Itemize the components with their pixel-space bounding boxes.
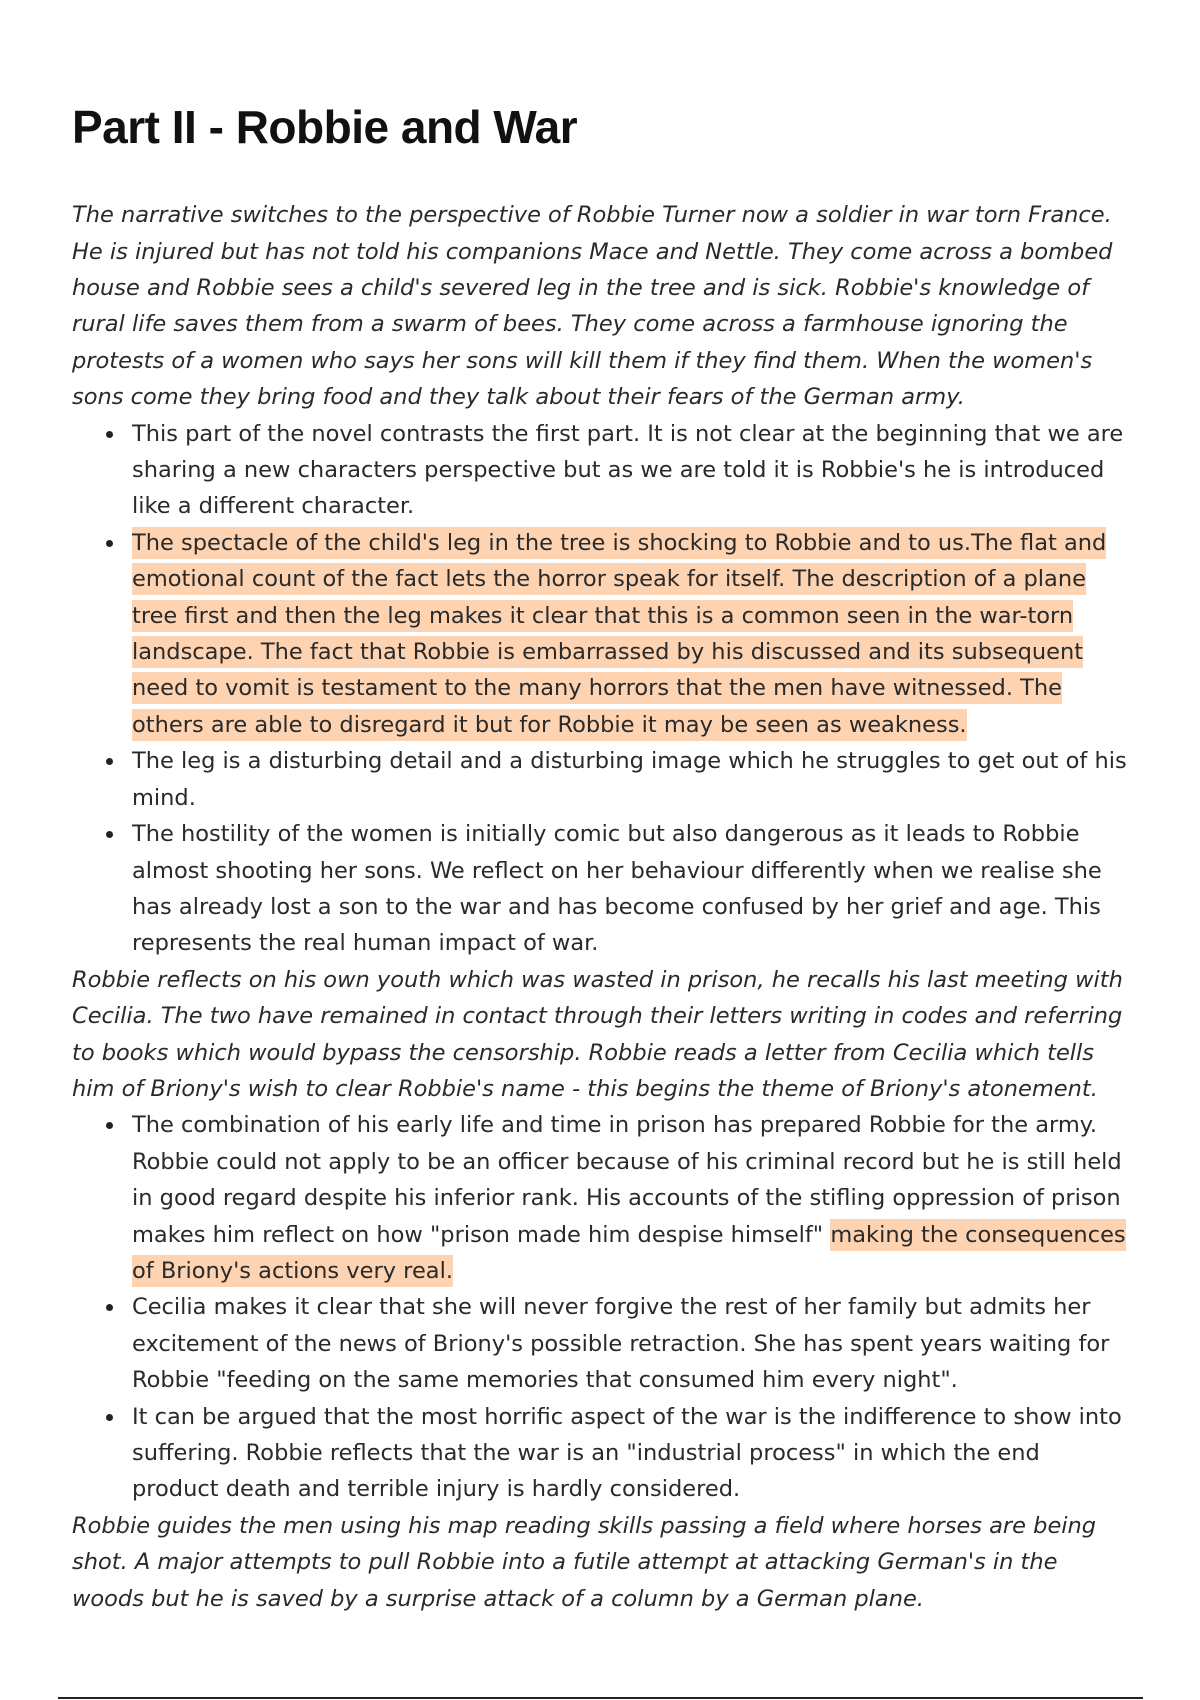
list-item-text: Cecilia makes it clear that she will never forgive the rest of her family but admits her excitement of the news of Briony's possible retraction. She has spent years waiting for Robbie "feeding on the same memories that consumed him every night". — [132, 1294, 1110, 1394]
page-divider — [58, 1697, 1143, 1699]
document-page — [72, 100, 1132, 1617]
highlighted-text: The spectacle of the child's leg in the tree is shocking to Robbie and to us.The flat and emotional count of the fact lets the horror speak for itself. The description of a plane tree first and then the leg makes it clear that this is a common seen in the war-torn landscape. The fact that Robbie is embarrassed by his discussed and its subsequent need to vomit is testament to the many horrors that the men have witnessed. The others are able to disregard it but for Robbie it may be seen as weakness. — [132, 527, 1106, 741]
list-item — [72, 416, 1132, 525]
list-item-text: The hostility of the women is initially comic but also dangerous as it leads to Robbie almost shooting her sons. We reflect on her behaviour differently when we realise she has already lost a son to the war and has become confused by her grief and age. This represents the real human impact of war. — [132, 821, 1102, 957]
highlighted-text: making the consequences of Briony's actions very real. — [132, 1219, 1126, 1287]
summary-paragraph-1: The narrative switches to the perspective of Robbie Turner now a soldier in war torn France. He is injured but has not told his companions Mace and Nettle. They come across a bombed house and Robbie sees a child's severed leg in the tree and is sick. Robbie's knowledge of rural life saves them from a swarm of bees. They come across a farmhouse ignoring the protests of a women who says her sons will kill them if they find them. When the women's sons come they bring food and they talk about their fears of the German army. — [72, 202, 1113, 411]
summary-paragraph-2: Robbie reflects on his own youth which was wasted in prison, he recalls his last meeting with Cecilia. The two have remained in contact through their letters writing in codes and referring to books which would bypass the censorship. Robbie reads a letter from Cecilia which tells him of Briony's wish to clear Robbie's name - this begins the theme of Briony's atonement. — [72, 966, 1123, 1102]
list-item — [72, 743, 1132, 816]
page-title: Part II - Robbie and War — [72, 101, 578, 153]
list-item-text: It can be argued that the most horrific aspect of the war is the indifference to show into suffering. Robbie reflects that the war is an "industrial process" in which the end product death and terrible injury is hardly considered. — [132, 1403, 1122, 1503]
list-item-text: The combination of his early life and time in prison has prepared Robbie for the army. Robbie could not apply to be an officer because of his criminal record but he is still held in good regard despite his inferior rank. His accounts of the stifling oppression of prison makes him reflect on how "prison made him despise himself" — [132, 1112, 1122, 1248]
summary-paragraph-3: Robbie guides the men using his map reading skills passing a field where horses are being shot. A major attempts to pull Robbie into a futile attempt at attacking German's in the woods but he is saved by a surprise attack of a column by a German plane. — [72, 1512, 1097, 1612]
list-item-text: The leg is a disturbing detail and a disturbing image which he struggles to get out of his mind. — [132, 748, 1127, 811]
list-item — [72, 1289, 1132, 1398]
list-item-text: This part of the novel contrasts the first part. It is not clear at the beginning that we are sharing a new characters perspective but as we are told it is Robbie's he is introduced like a different character. — [132, 420, 1124, 520]
analysis-list-1 — [72, 416, 1132, 962]
list-item — [72, 1399, 1132, 1508]
list-item — [72, 816, 1132, 962]
list-item-highlighted — [72, 525, 1132, 743]
list-item — [72, 1107, 1132, 1289]
analysis-list-2 — [72, 1107, 1132, 1507]
